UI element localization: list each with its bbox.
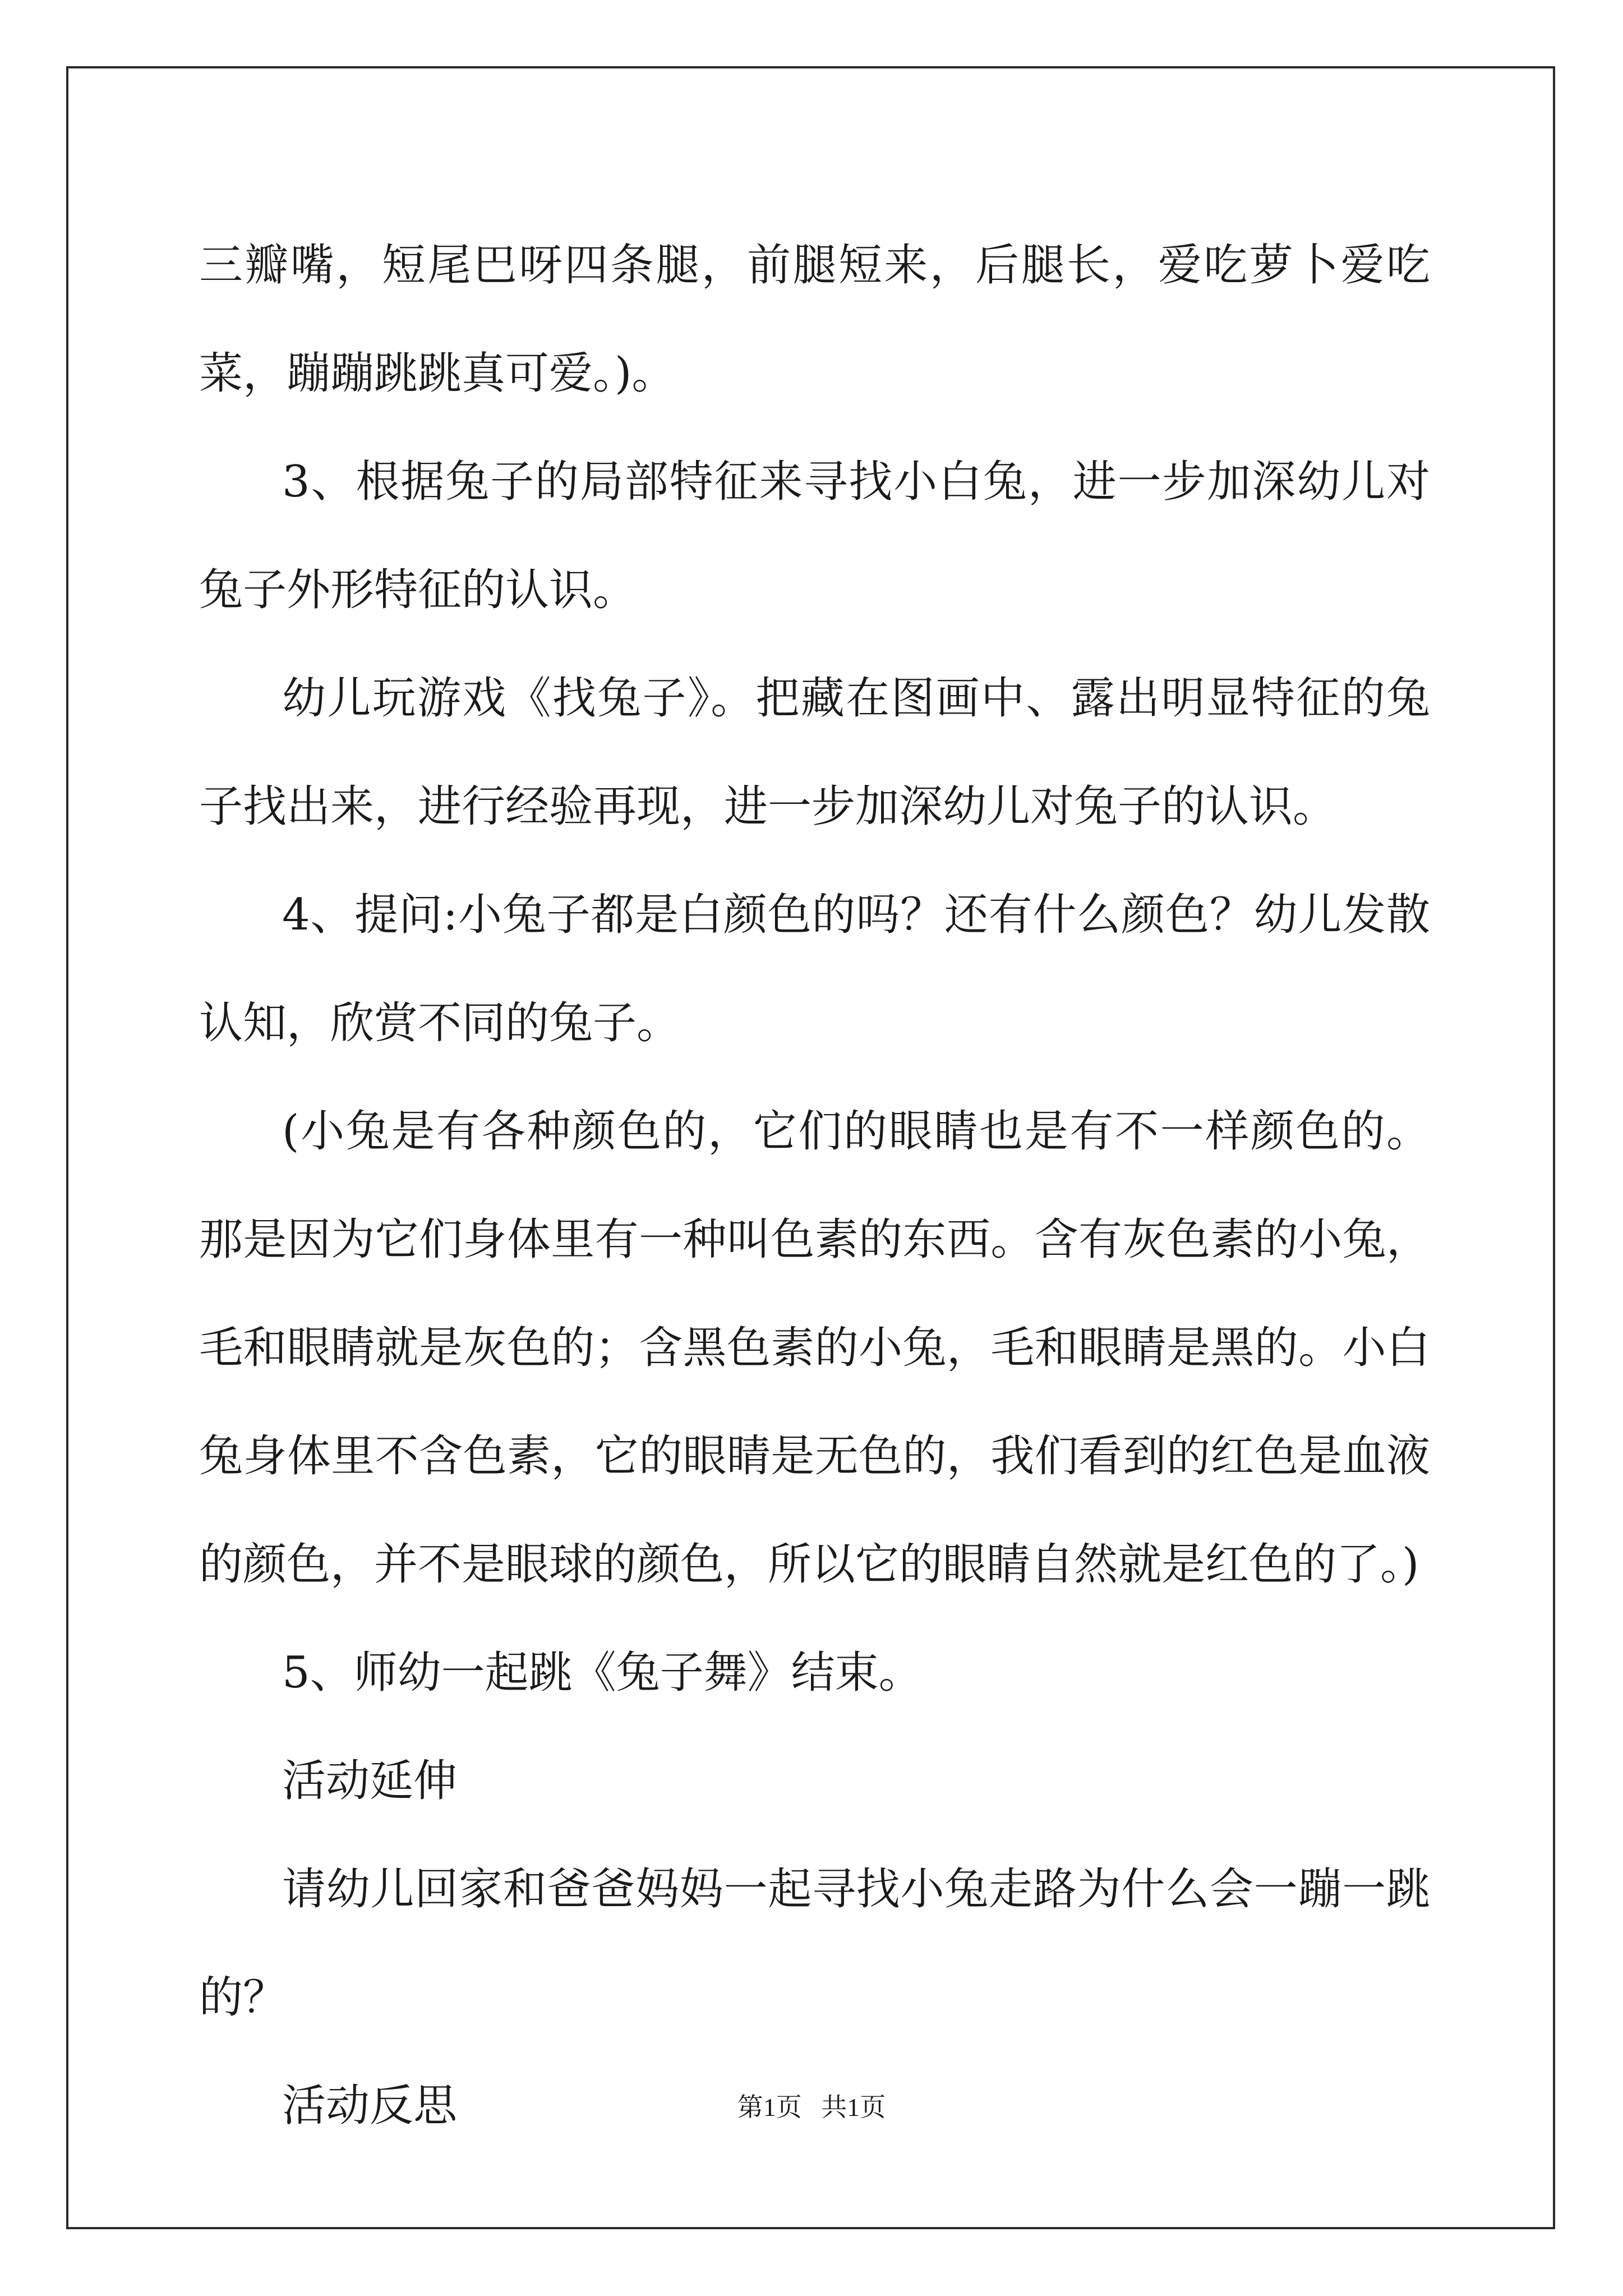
paragraph-extension-task: 请幼儿回家和爸爸妈妈一起寻找小兔走路为什么会一蹦一跳的？ bbox=[199, 1864, 1430, 2023]
paragraph-rabbit-rhyme-end: 三瓣嘴，短尾巴呀四条腿，前腿短来，后腿长，爱吃萝卜爱吃菜，蹦蹦跳跳真可爱。)。 bbox=[199, 240, 1430, 399]
paragraph-step-4: 4、提问:小兔子都是白颜色的吗？还有什么颜色？幼儿发散认知，欣赏不同的兔子。 bbox=[199, 890, 1430, 1048]
heading-activity-extension: 活动延伸 bbox=[282, 1756, 458, 1806]
paragraph-find-rabbit-game: 幼儿玩游戏《找兔子》。把藏在图画中、露出明显特征的兔子找出来，进行经验再现，进一步加深幼儿对兔子的认识。 bbox=[199, 673, 1430, 832]
paragraph-rabbit-colors: (小兔是有各种颜色的，它们的眼睛也是有不一样颜色的。那是因为它们身体里有一种叫色素的东西。含有灰色素的小兔，毛和眼睛就是灰色的；含黑色素的小兔，毛和眼睛是黑的。小白兔身体里不含色素，它的眼睛是无色的，我们看到的红色是血液的颜色，并不是眼球的颜色，所以它的眼睛自然就是红色的了。) bbox=[199, 1106, 1430, 1590]
heading-activity-reflection: 活动反思 bbox=[282, 2081, 458, 2131]
paragraph-step-3: 3、根据兔子的局部特征来寻找小白兔，进一步加深幼儿对兔子外形特征的认识。 bbox=[199, 457, 1430, 615]
document-body bbox=[199, 211, 1430, 2160]
paragraph-step-5: 5、师幼一起跳《兔子舞》结束。 bbox=[282, 1648, 923, 1698]
page-number-footer: 第1页 共1页 bbox=[737, 2093, 886, 2122]
